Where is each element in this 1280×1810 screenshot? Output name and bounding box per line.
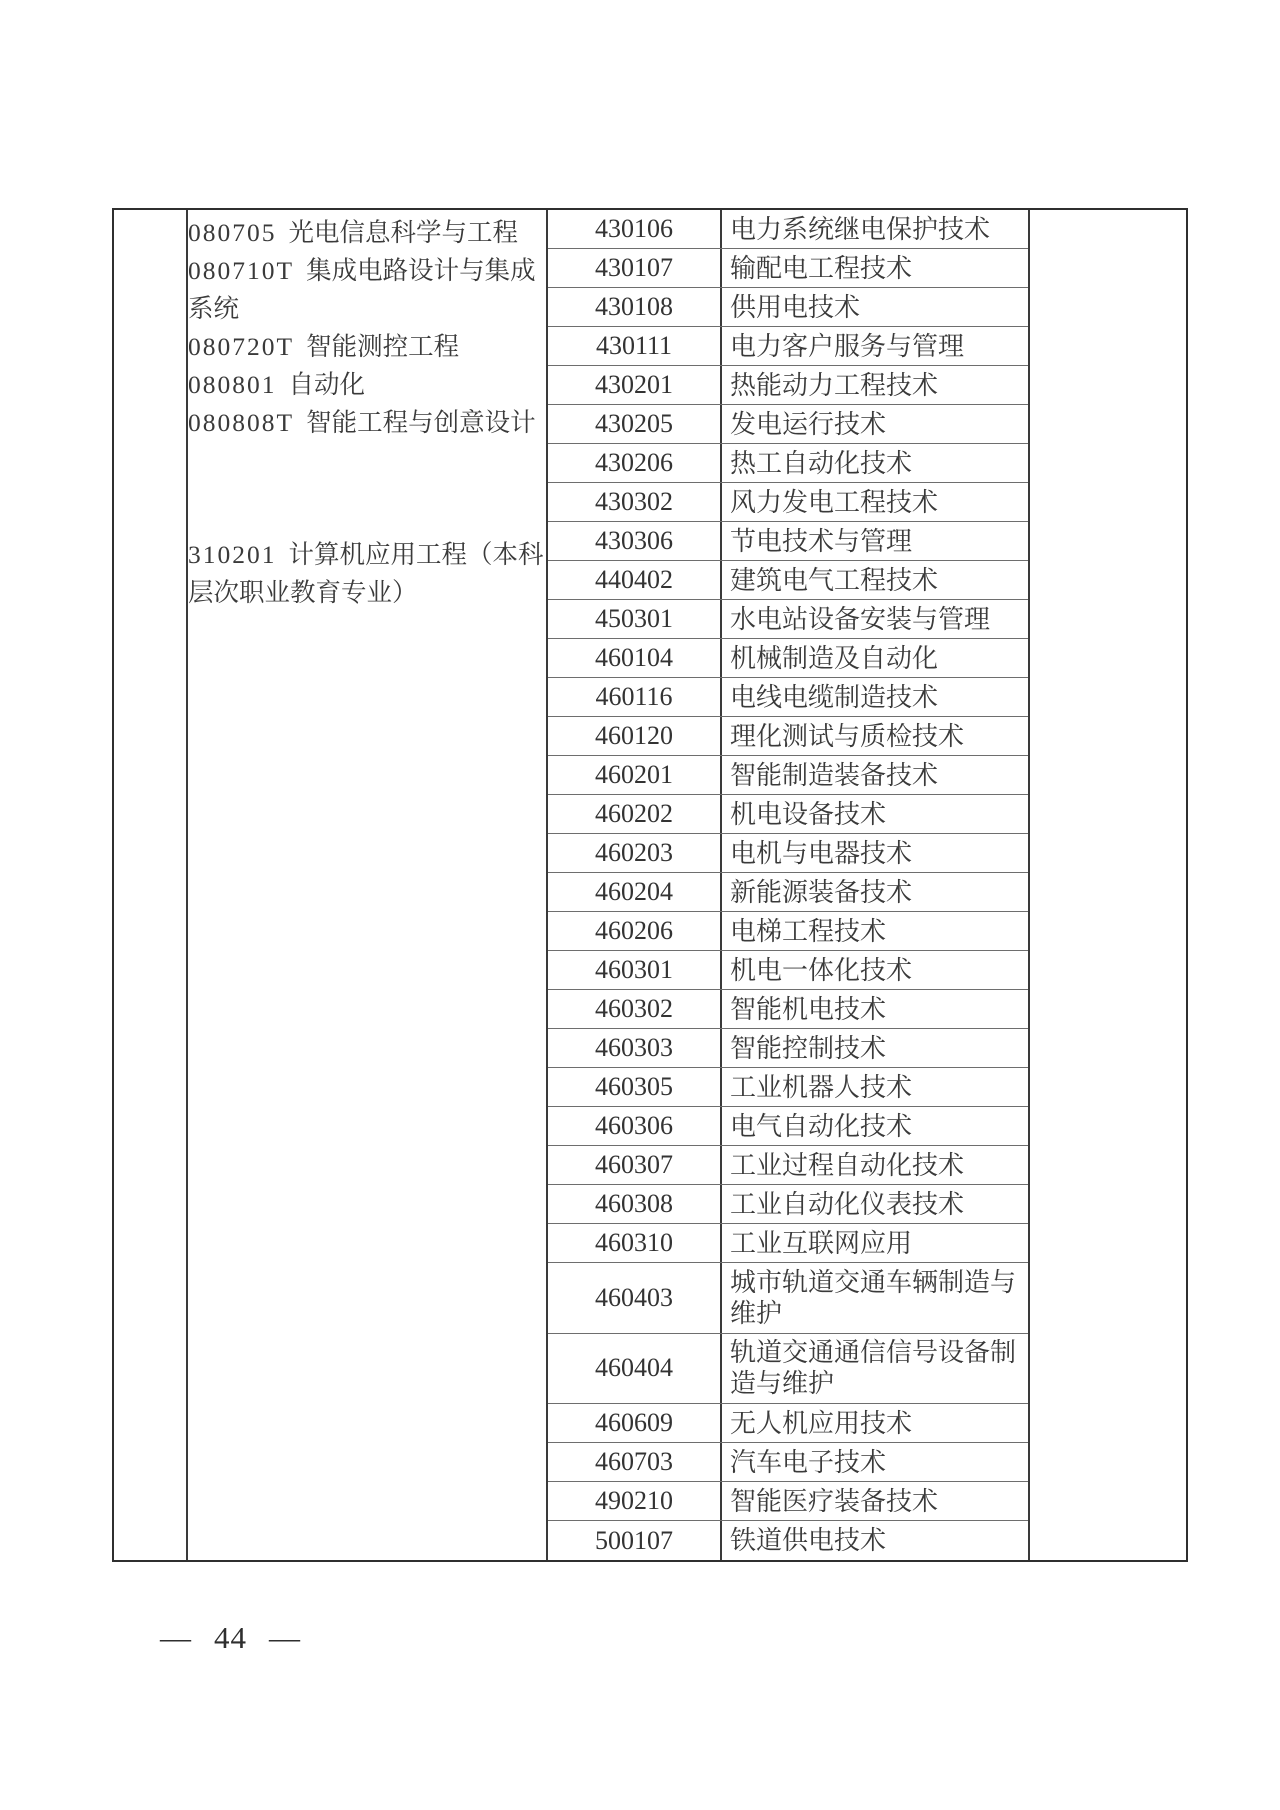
table-row	[548, 249, 1028, 288]
table-row	[548, 1482, 1028, 1521]
table-row	[548, 639, 1028, 678]
major-name: 城市轨道交通车辆制造与维护	[730, 1267, 1017, 1328]
major-code: 460403	[548, 1263, 722, 1333]
major-code: 430107	[548, 249, 722, 287]
major-name: 机电一体化技术	[730, 955, 913, 985]
major-code: 430108	[548, 288, 722, 326]
bachelor-major-name: 自动化	[288, 370, 366, 399]
major-code: 460308	[548, 1185, 722, 1223]
page-number-value: 44	[214, 1620, 247, 1655]
vocational-bachelor-name: 计算机应用工程（本科层次职业教育专业）	[188, 540, 544, 607]
table-row	[548, 834, 1028, 873]
empty-left-column	[114, 210, 188, 1560]
table-row	[548, 756, 1028, 795]
major-name: 工业机器人技术	[730, 1072, 913, 1102]
vocational-bachelor-code: 310201	[188, 540, 277, 569]
table-row	[548, 1404, 1028, 1443]
major-name: 电力客户服务与管理	[730, 331, 965, 361]
major-code: 460301	[548, 951, 722, 989]
major-name: 工业过程自动化技术	[730, 1150, 965, 1180]
major-code: 460303	[548, 1029, 722, 1067]
table-row	[548, 1029, 1028, 1068]
table-row	[548, 717, 1028, 756]
table-row	[548, 1334, 1028, 1405]
major-code: 430201	[548, 366, 722, 404]
table-row	[548, 522, 1028, 561]
major-code: 460302	[548, 990, 722, 1028]
major-code: 460104	[548, 639, 722, 677]
major-name: 汽车电子技术	[730, 1447, 887, 1477]
page-number-dash-left: —	[160, 1620, 192, 1655]
major-name: 风力发电工程技术	[730, 487, 939, 517]
bachelor-major-name: 集成电路设计与集成系统	[188, 256, 536, 323]
major-code: 460116	[548, 678, 722, 716]
major-name: 铁道供电技术	[730, 1526, 887, 1555]
major-code: 430111	[548, 327, 722, 365]
page-number-dash-right: —	[269, 1620, 301, 1655]
major-name: 智能医疗装备技术	[730, 1486, 939, 1516]
bachelor-major-code: 080808T	[188, 408, 295, 437]
major-name: 热工自动化技术	[730, 448, 913, 478]
bachelor-major-entry	[188, 214, 546, 252]
table-row	[548, 990, 1028, 1029]
major-name: 新能源装备技术	[730, 877, 913, 907]
major-name: 智能制造装备技术	[730, 760, 939, 790]
table-row	[548, 366, 1028, 405]
bachelor-major-code: 080720T	[188, 332, 295, 361]
major-name: 电线电缆制造技术	[730, 682, 939, 712]
table-row	[548, 678, 1028, 717]
bachelor-major-code: 080710T	[188, 256, 295, 285]
major-code: 460120	[548, 717, 722, 755]
major-code: 460703	[548, 1443, 722, 1481]
bachelor-majors-column	[188, 210, 548, 1560]
bachelor-major-code: 080705	[188, 218, 277, 247]
table-row	[548, 444, 1028, 483]
major-name: 智能机电技术	[730, 994, 887, 1024]
major-code: 490210	[548, 1482, 722, 1520]
major-code: 430302	[548, 483, 722, 521]
empty-right-column	[1030, 210, 1186, 1560]
major-code: 460310	[548, 1224, 722, 1262]
vocational-bachelor-entry	[188, 536, 546, 612]
table-row	[548, 1521, 1028, 1560]
table-row	[548, 1068, 1028, 1107]
major-code: 430306	[548, 522, 722, 560]
bachelor-major-name: 智能工程与创意设计	[306, 408, 536, 437]
table-row	[548, 795, 1028, 834]
major-code: 460404	[548, 1334, 722, 1404]
table-row	[548, 1263, 1028, 1334]
bachelor-majors-block	[188, 214, 546, 442]
major-code: 500107	[548, 1521, 722, 1560]
major-code: 450301	[548, 600, 722, 638]
vocational-bachelor-block	[188, 536, 546, 612]
major-code: 460609	[548, 1404, 722, 1442]
major-name: 水电站设备安装与管理	[730, 604, 991, 634]
table-row	[548, 1224, 1028, 1263]
major-name: 智能控制技术	[730, 1033, 887, 1063]
table-row	[548, 912, 1028, 951]
major-name: 建筑电气工程技术	[730, 565, 939, 595]
bachelor-major-entry	[188, 366, 546, 404]
bachelor-major-entry	[188, 328, 546, 366]
major-name: 节电技术与管理	[730, 526, 913, 556]
table-row	[548, 1146, 1028, 1185]
major-name: 理化测试与质检技术	[730, 721, 965, 751]
major-name: 供用电技术	[730, 292, 861, 322]
major-code: 460203	[548, 834, 722, 872]
vocational-rows	[548, 210, 1030, 1560]
table-row	[548, 1107, 1028, 1146]
bachelor-major-entry	[188, 252, 546, 328]
major-code: 430206	[548, 444, 722, 482]
table-row	[548, 561, 1028, 600]
table-row	[548, 873, 1028, 912]
major-code: 460307	[548, 1146, 722, 1184]
page-number	[160, 1620, 301, 1656]
table-row	[548, 1185, 1028, 1224]
table-row	[548, 1443, 1028, 1482]
major-name: 工业自动化仪表技术	[730, 1189, 965, 1219]
major-code: 460201	[548, 756, 722, 794]
major-name: 无人机应用技术	[730, 1408, 913, 1438]
table-row	[548, 951, 1028, 990]
major-name: 电梯工程技术	[730, 916, 887, 946]
major-name: 发电运行技术	[730, 409, 887, 439]
major-name: 输配电工程技术	[730, 253, 913, 283]
table-row	[548, 483, 1028, 522]
major-code: 460204	[548, 873, 722, 911]
majors-table	[112, 208, 1188, 1562]
major-code: 430106	[548, 210, 722, 248]
major-code: 430205	[548, 405, 722, 443]
major-name: 轨道交通通信信号设备制造与维护	[730, 1338, 1017, 1399]
major-name: 机械制造及自动化	[730, 643, 939, 673]
bachelor-major-name: 智能测控工程	[306, 332, 460, 361]
table-row	[548, 288, 1028, 327]
table-row	[548, 405, 1028, 444]
bachelor-major-entry	[188, 404, 546, 442]
major-code: 460206	[548, 912, 722, 950]
major-name: 机电设备技术	[730, 799, 887, 829]
major-code: 460306	[548, 1107, 722, 1145]
major-name: 工业互联网应用	[730, 1228, 913, 1258]
major-code: 460305	[548, 1068, 722, 1106]
major-code: 460202	[548, 795, 722, 833]
major-name: 热能动力工程技术	[730, 370, 939, 400]
table-row	[548, 210, 1028, 249]
bachelor-major-name: 光电信息科学与工程	[288, 218, 519, 247]
bachelor-major-code: 080801	[188, 370, 277, 399]
major-name: 电气自动化技术	[730, 1111, 913, 1141]
major-name: 电机与电器技术	[730, 838, 913, 868]
major-name: 电力系统继电保护技术	[730, 214, 991, 244]
table-row	[548, 600, 1028, 639]
major-code: 440402	[548, 561, 722, 599]
table-row	[548, 327, 1028, 366]
